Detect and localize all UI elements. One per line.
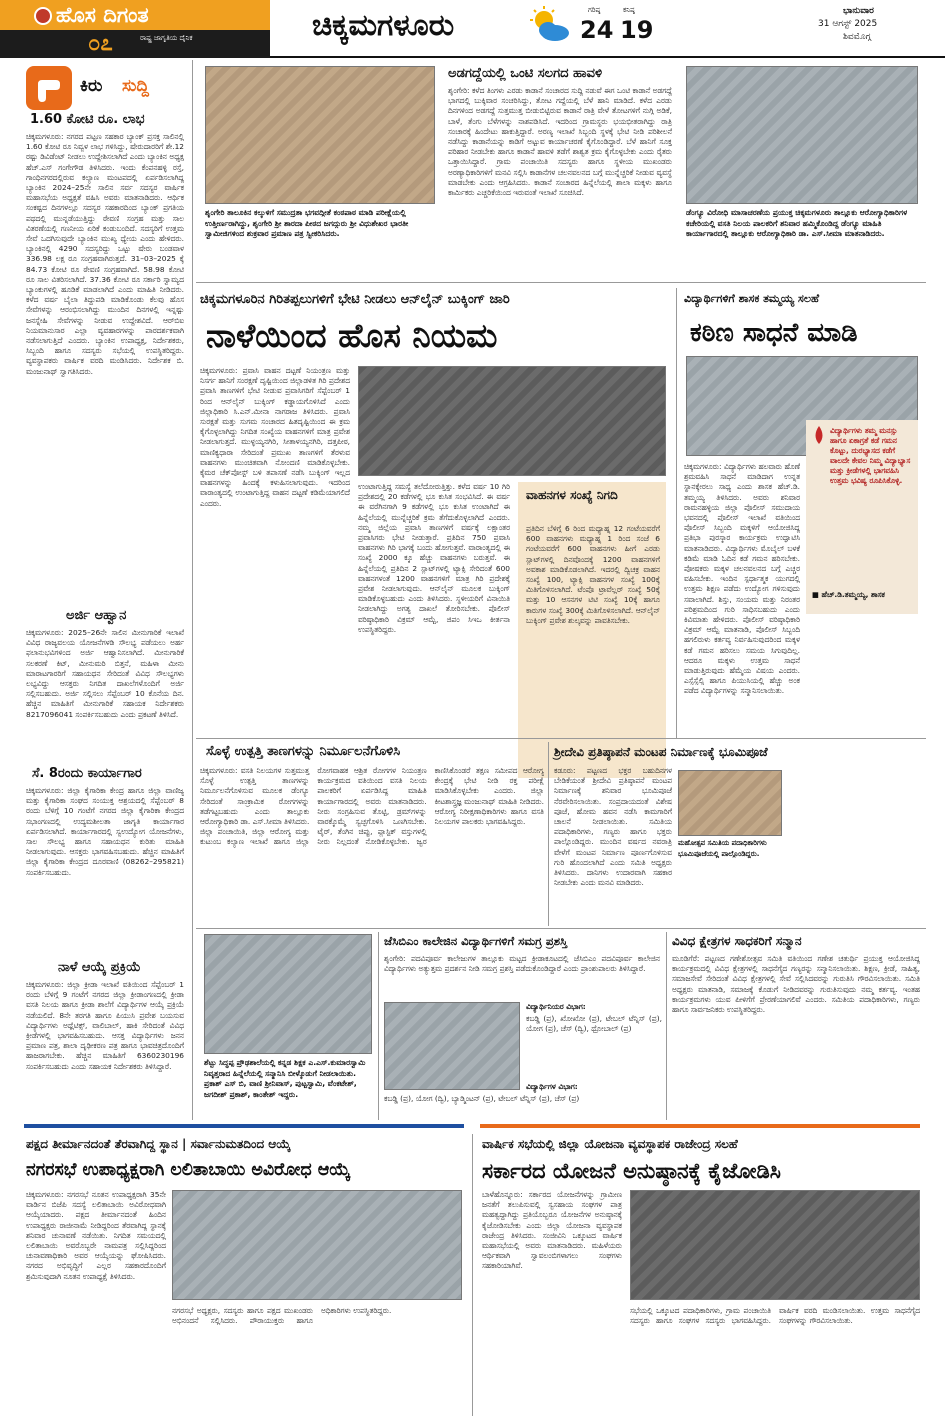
jcbm-team-photo: [384, 1002, 520, 1090]
teacher-retirement-caption: ಶೆಟ್ಟು ಸಿದ್ಧಪ್ಪ ಪ್ರೌಢಶಾಲೆಯಲ್ಲಿ ಕನ್ನಡ ಶಿಕ್ಷಕ ಎ.ಎಸ್.ಕುಮಾರಸ್ವಾಮಿ ನಿವೃತ್ತರಾದ ಹಿನ್ನೆಲೆಯಲ್ಲಿ ಸನ್ಮಾನಿಸಿ ಬೀಳ್ಕೊಡುಗೆ ನೀಡಲಾಯಿತು. ಪ್ರಕಾಶ್ ಎಸ್ ಬಿ, ವಾಣಿ ಶ್ರೀನಿವಾಸ್, ಪುಟ್ಟಸ್ವಾಮಿ, ವೆಂಕಟೇಶ್, ಜಗದೀಶ್ ಪ್ರಕಾಶ್, ಕಾಂತೇಶ್ ಇದ್ದರು.: [204, 1058, 366, 1099]
mla-headline: ಕಠಿಣ ಸಾಧನೆ ಮಾಡಿ: [690, 318, 858, 348]
council-body-2: ನಗರಸಭೆ ಅಧ್ಯಕ್ಷರು, ಸದಸ್ಯರು ಹಾಗೂ ಪಕ್ಷದ ಮುಖಂಡರು ಅಭಿನಂದನೆ ಸಲ್ಲಿಸಿದರು. ಪೌರಾಯುಕ್ತರು ಹಾಗೂ ಅಧಿಕಾರಿಗಳು ಉಪಸ್ಥಿತರಿದ್ದರು.: [172, 1306, 392, 1326]
sridevi-title: ಶ್ರೀದೇವಿ ಪ್ರತಿಷ್ಠಾಪನೆ ಮಂಟಪ ನಿರ್ಮಾಣಕ್ಕೆ ಭೂಮಿಪೂಜೆ: [554, 745, 768, 759]
brief-3-title: ಸೆ. 8ರಂದು ಕಾರ್ಯಾಗಾರ: [32, 766, 142, 781]
column-divider: [548, 742, 549, 926]
bottom-left-bar: [24, 1124, 464, 1128]
council-body: ಚಿಕ್ಕಮಗಳೂರು: ನಗರಸಭೆ ನೂತನ ಉಪಾಧ್ಯಕ್ಷರಾಗಿ 35ನೇ ವಾರ್ಡಿನ ಬಿಜೆಪಿ ಸದಸ್ಯೆ ಲಲಿತಾಬಾಯಿ ಅವಿರೋಧವಾಗಿ ಆಯ್ಕೆಯಾದರು. ಪಕ್ಷದ ತೀರ್ಮಾನದಂತೆ ಹಿಂದಿನ ಉಪಾಧ್ಯಕ್ಷರು ರಾಜೀನಾಮೆ ನೀಡಿದ್ದರಿಂದ ತೆರವಾಗಿದ್ದ ಸ್ಥಾನಕ್ಕೆ ಶನಿವಾರ ಚುನಾವಣೆ ನಡೆಯಿತು. ನಿಗದಿತ ಸಮಯದಲ್ಲಿ ಲಲಿತಾಬಾಯಿ ಅವರೊಬ್ಬರೇ ನಾಮಪತ್ರ ಸಲ್ಲಿಸಿದ್ದರಿಂದ ಚುನಾವಣಾಧಿಕಾರಿ ಅವರ ಆಯ್ಕೆಯನ್ನು ಘೋಷಿಸಿದರು. ನಗರದ ಅಭಿವೃದ್ಧಿಗೆ ಎಲ್ಲರ ಸಹಕಾರದೊಂದಿಗೆ ಶ್ರಮಿಸುವುದಾಗಿ ನೂತನ ಉಪಾಧ್ಯಕ್ಷೆ ತಿಳಿಸಿದರು.: [26, 1190, 166, 1281]
scheme-body: ಬಾಳೆಹೊನ್ನೂರು: ಸರ್ಕಾರದ ಯೋಜನೆಗಳನ್ನು ಗ್ರಾಮೀಣ ಜನತೆಗೆ ತಲುಪಿಸುವಲ್ಲಿ ಸ್ವಸಹಾಯ ಸಂಘಗಳ ಪಾತ್ರ ಮಹತ್ವದ್ದಾಗಿದ್ದು ಪ್ರತಿಯೊಬ್ಬರೂ ಯೋಜನೆಗಳ ಅನುಷ್ಠಾನಕ್ಕೆ ಕೈಜೋಡಿಸಬೇಕು ಎಂದು ಜಿಲ್ಲಾ ಯೋಜನಾ ವ್ಯವಸ್ಥಾಪಕ ರಾಜೇಂದ್ರ ತಿಳಿಸಿದರು. ಸಂಜೀವಿನಿ ಒಕ್ಕೂಟದ ವಾರ್ಷಿಕ ಮಹಾಸಭೆಯಲ್ಲಿ ಅವರು ಮಾತನಾಡಿದರು. ಮಹಿಳೆಯರು ಆರ್ಥಿಕವಾಗಿ ಸ್ವಾವಲಂಬಿಗಳಾಗಲು ಸಂಘಗಳು ಸಹಕಾರಿಯಾಗಿವೆ.: [482, 1190, 622, 1271]
council-photo: [172, 1190, 462, 1300]
bottom-right-bar: [480, 1124, 920, 1128]
page-number: ೦೭: [88, 31, 113, 56]
jcbm-list-a: ಕಬಡ್ಡಿ (ಪ್ರ), ಖೋಖೋ (ಪ್ರ), ಟೇಬಲ್ ಟೆನ್ನಿಸ್ (ಪ್ರ), ಯೋಗ (ಪ್ರ), ಚೆಸ್ (ದ್ವಿ), ಥ್ರೋಬಾಲ್ (ಪ್ರ): [526, 1014, 662, 1034]
brief-1-body: ಚಿಕ್ಕಮಗಳೂರು: ನಗರದ ಪಟ್ಟಣ ಸಹಕಾರ ಬ್ಯಾಂಕ್ ಪ್ರಸಕ್ತ ಸಾಲಿನಲ್ಲಿ 1.60 ಕೋಟಿ ರೂ ನಿವ್ವಳ ಲಾಭ ಗಳಿಸಿದ್ದು, ಷೇರುದಾರರಿಗೆ ಶೇ.12 ರಷ್ಟು ಡಿವಿಡೆಂಟ್ ನೀಡಲು ಉದ್ದೇಶಿಸಲಾಗಿದೆ ಎಂದು ಬ್ಯಾಂಕಿನ ಅಧ್ಯಕ್ಷ ಹೆಚ್.ಎಸ್ ಗಂಗೇಗೌಡ ತಿಳಿಸಿದರು. ಇಂದು ಕೆಂಪನಹಳ್ಳಿ ರಸ್ತೆ, ಗಾಂಧಿನಗರದಲ್ಲಿರುವ ಕಲ್ಯಾಣ ಮಂಟಪದಲ್ಲಿ ಏರ್ಪಡಿಸಲಾಗಿದ್ದ ಬ್ಯಾಂಕಿನ 2024–25ನೇ ಸಾಲಿನ ಸರ್ವ ಸದಸ್ಯರ ವಾರ್ಷಿಕ ಮಹಾಸಭೆಯ ಅಧ್ಯಕ್ಷತೆ ವಹಿಸಿ ಅವರು ಮಾತನಾಡಿದರು. ಆರ್ಥಿಕ ಸಂಕಷ್ಟದ ದಿನಗಳಲ್ಲೂ ಸದಸ್ಯರ ಸಹಕಾರದಿಂದ ಬ್ಯಾಂಕ್ ಪ್ರಗತಿಯ ಪಥದಲ್ಲಿ ಮುನ್ನಡೆಯುತ್ತಿದ್ದು ಠೇವಣಿ ಸಂಗ್ರಹ ಮತ್ತು ಸಾಲ ವಿತರಣೆಯಲ್ಲಿ ಗಣನೀಯ ಏರಿಕೆ ಕಂಡುಬಂದಿದೆ. ಸದಸ್ಯರಿಗೆ ಉತ್ತಮ ಸೇವೆ ಒದಗಿಸುವುದೇ ಬ್ಯಾಂಕಿನ ಮುಖ್ಯ ಧ್ಯೇಯ ಎಂದು ಹೇಳಿದರು. ಬ್ಯಾಂಕಿನಲ್ಲಿ 4290 ಸದಸ್ಯರಿದ್ದು ಒಟ್ಟು ಷೇರು ಬಂಡವಾಳ 336.98 ಲಕ್ಷ ರೂ ಸಂಗ್ರಹವಾಗಿರುತ್ತದೆ. 31–03–2025 ಕ್ಕೆ 84.73 ಕೋಟಿ ರೂ ಠೇವಣಿ ಸಂಗ್ರಹವಾಗಿದೆ. 58.98 ಕೋಟಿ ರೂ ಸಾಲ ವಿತರಿಸಲಾಗಿದೆ. 37.36 ಕೋಟಿ ರೂ ಸರ್ಕಾರಿ ಸ್ವಾಮ್ಯದ ಬ್ಯಾಂಕುಗಳಲ್ಲಿ ಹೂಡಿಕೆ ಮಾಡಲಾಗಿದೆ ಎಂದು ಮಾಹಿತಿ ನೀಡಿದರು. ಕಳೆದ ವರ್ಷ ಬೈಲಾ ತಿದ್ದುಪಡಿ ಮಾಡಿಕೊಂಡು ಕೆಲವು ಹೊಸ ಸೇವೆಗಳನ್ನು ಆರಂಭಿಸಲಾಗಿದ್ದು ಮುಂದಿನ ದಿನಗಳಲ್ಲಿ ಇನ್ನಷ್ಟು ಜನಸ್ನೇಹಿ ಸೇವೆಗಳನ್ನು ನೀಡುವ ಉದ್ದೇಶವಿದೆ. ಆರ್‌ಬಿಐ ನಿಯಮಾನುಸಾರ ಎಲ್ಲಾ ವ್ಯವಹಾರಗಳನ್ನು ಪಾರದರ್ಶಕವಾಗಿ ನಡೆಸಲಾಗುತ್ತಿದೆ ಎಂದರು. ಬ್ಯಾಂಕಿನ ಉಪಾಧ್ಯಕ್ಷ, ನಿರ್ದೇಶಕರು, ಸಿಬ್ಬಂದಿ ಹಾಗೂ ಸದಸ್ಯರು ಸಭೆಯಲ್ಲಿ ಉಪಸ್ಥಿತರಿದ್ದರು. ವ್ಯವಸ್ಥಾಪಕರು ವಾರ್ಷಿಕ ವರದಿ ಮಂಡಿಸಿದರು. ನಿರ್ದೇಶಕ ಬಿ. ಮಂಜುನಾಥ್ ಸ್ವಾಗತಿಸಿದರು.: [26, 132, 184, 376]
jcbm-list-b: ಕಬಡ್ಡಿ (ಪ್ರ), ಯೋಗ (ದ್ವಿ), ಬ್ಯಾಡ್ಮಿಂಟನ್ (ಪ್ರ), ಟೇಬಲ್ ಟೆನ್ನಿಸ್ (ಪ್ರ), ಚೆಸ್ (ಪ್ರ): [384, 1094, 580, 1103]
hand-pointer-icon: [26, 66, 72, 110]
partly-cloudy-icon: [528, 6, 572, 44]
mla-body: ಚಿಕ್ಕಮಗಳೂರು: ವಿದ್ಯಾರ್ಥಿಗಳು ಹಲವಾರು ಹೊಣೆ ಶ್ರಮವಹಿಸಿ ಸಾಧನೆ ಮಾಡಿದಾಗ ಉನ್ನತ ಸ್ಥಾನಕ್ಕೇರಲು ಸಾಧ್ಯ ಎಂದು ಶಾಸಕ ಹೆಚ್.ಡಿ. ತಮ್ಮಯ್ಯ ತಿಳಿಸಿದರು. ಅವರು ಶನಿವಾರ ರಾಮನಹಳ್ಳಿಯ ಜಿಲ್ಲಾ ಪೊಲೀಸ್ ಸಮುದಾಯ ಭವನದಲ್ಲಿ ಪೊಲೀಸ್ ಇಲಾಖೆ ವತಿಯಿಂದ ಪೊಲೀಸ್ ಸಿಬ್ಬಂದಿ ಮಕ್ಕಳಿಗೆ ಆಯೋಜಿಸಿದ್ದ ಪ್ರತಿಭಾ ಪುರಸ್ಕಾರ ಕಾರ್ಯಕ್ರಮ ಉದ್ಘಾಟಿಸಿ ಮಾತನಾಡಿದರು. ವಿದ್ಯಾರ್ಥಿಗಳು ಮೊಬೈಲ್ ಬಳಕೆ ಕಡಿಮೆ ಮಾಡಿ ಓದಿನ ಕಡೆ ಗಮನ ಹರಿಸಬೇಕು. ಪೋಷಕರು ಮಕ್ಕಳ ಚಲನವಲನದ ಬಗ್ಗೆ ಎಚ್ಚರ ವಹಿಸಬೇಕು. ಇಂದಿನ ಸ್ಪರ್ಧಾತ್ಮಕ ಯುಗದಲ್ಲಿ ಉತ್ತಮ ಶಿಕ್ಷಣ ಪಡೆದು ಉದ್ಯೋಗ ಗಳಿಸುವುದು ಸವಾಲಾಗಿದೆ. ಶಿಸ್ತು, ಸಂಯಮ ಮತ್ತು ನಿರಂತರ ಪರಿಶ್ರಮದಿಂದ ಗುರಿ ಸಾಧಿಸಬಹುದು ಎಂದು ಕಿವಿಮಾತು ಹೇಳಿದರು. ಪೊಲೀಸ್ ವರಿಷ್ಠಾಧಿಕಾರಿ ವಿಕ್ರಮ್ ಆಮ್ಟೆ ಮಾತನಾಡಿ, ಪೊಲೀಸ್ ಸಿಬ್ಬಂದಿ ಹಗಲಿರುಳು ಕರ್ತವ್ಯ ನಿರ್ವಹಿಸುವುದರಿಂದ ಮಕ್ಕಳ ಕಡೆ ಗಮನ ಹರಿಸಲು ಸಮಯ ಸಿಗುವುದಿಲ್ಲ. ಆದರೂ ಮಕ್ಕಳು ಉತ್ತಮ ಸಾಧನೆ ಮಾಡುತ್ತಿರುವುದು ಹೆಮ್ಮೆಯ ವಿಷಯ ಎಂದರು. ಎಸ್ಸೆಸ್ಸೆಲ್ಸಿ ಹಾಗೂ ಪಿಯುಸಿಯಲ್ಲಿ ಹೆಚ್ಚು ಅಂಕ ಪಡೆದ ವಿದ್ಯಾರ್ಥಿಗಳನ್ನು ಸನ್ಮಾನಿಸಲಾಯಿತು.: [684, 462, 800, 696]
sridevi-caption: ಮಹೋತ್ಸವ ಸಮಿತಿಯ ಪದಾಧಿಕಾರಿಗಳು ಭೂಮಿಪೂಜೆಯಲ್ಲಿ ಪಾಲ್ಗೊಂಡಿದ್ದರು.: [678, 839, 767, 858]
vehicle-limit-body: ಪ್ರತಿದಿನ ಬೆಳಿಗ್ಗೆ 6 ರಿಂದ ಮಧ್ಯಾಹ್ನ 12 ಗಂಟೆಯವರೆಗೆ 600 ವಾಹನಗಳು ಮಧ್ಯಾಹ್ನ 1 ರಿಂದ ಸಂಜೆ 6 ಗಂಟೆಯವರೆಗೆ 600 ವಾಹನಗಳು ಹೀಗೆ ಎರಡು ಸ್ಲಾಟ್‌ಗಳಲ್ಲಿ ದಿನವೊಂದಕ್ಕೆ 1200 ವಾಹನಗಳಿಗೆ ಅವಕಾಶ ಮಾಡಿಕೊಡಲಾಗಿದೆ. ಇದರಲ್ಲಿ ದ್ವಿಚಕ್ರ ವಾಹನ ಸಂಖ್ಯೆ 100, ಟ್ಯಾಕ್ಸಿ ವಾಹನಗಳ ಸಂಖ್ಯೆ 100ಕ್ಕೆ ಮಿತಿಗೊಳಿಸಲಾಗಿದೆ. ಟೆಂಪೊ ಟ್ರಾವೆಲ್ಲರ್ ಸಂಖ್ಯೆ 50ಕ್ಕೆ ಮತ್ತು 10 ಆಸನಗಳ ಟಿಟಿ ಸಂಖ್ಯೆ 10ಕ್ಕೆ ಹಾಗೂ ಕಾರುಗಳ ಸಂಖ್ಯೆ 300ಕ್ಕೆ ಮಿತಿಗೊಳಿಸಲಾಗಿದೆ. ಆನ್‌ಲೈನ್ ಬುಕ್ಕಿಂಗ್ ಪ್ರವೇಶ ಶುಲ್ಕವನ್ನು ಪಾವತಿಸಬೇಕು.: [526, 524, 660, 625]
brief-4-body: ಚಿಕ್ಕಮಗಳೂರು: ಜಿಲ್ಲಾ ಕ್ರೀಡಾ ಇಲಾಖೆ ವತಿಯಿಂದ ಸೆಪ್ಟೆಂಬರ್ 1 ರಂದು ಬೆಳಿಗ್ಗೆ 9 ಗಂಟೆಗೆ ನಗರದ ಜಿಲ್ಲಾ ಕ್ರೀಡಾಂಗಣದಲ್ಲಿ ಕ್ರೀಡಾ ವಸತಿ ನಿಲಯ ಹಾಗೂ ಕ್ರೀಡಾ ಶಾಲೆಗೆ ವಿದ್ಯಾರ್ಥಿಗಳ ಆಯ್ಕೆ ಪ್ರಕ್ರಿಯೆ ನಡೆಯಲಿದೆ. 8ನೇ ತರಗತಿ ಹಾಗೂ ಪಿಯುಸಿ ಪ್ರವೇಶ ಬಯಸುವ ವಿದ್ಯಾರ್ಥಿಗಳು ಅಥ್ಲೆಟಿಕ್ಸ್, ವಾಲಿಬಾಲ್, ಹಾಕಿ ಸೇರಿದಂತೆ ವಿವಿಧ ಕ್ರೀಡೆಗಳಲ್ಲಿ ಭಾಗವಹಿಸಬಹುದು. ಆಸಕ್ತ ವಿದ್ಯಾರ್ಥಿಗಳು ಜನನ ಪ್ರಮಾಣ ಪತ್ರ, ಶಾಲಾ ದೃಢೀಕರಣ ಪತ್ರ ಹಾಗೂ ಭಾವಚಿತ್ರದೊಂದಿಗೆ ಹಾಜರಾಗಬೇಕು. ಹೆಚ್ಚಿನ ಮಾಹಿತಿಗೆ 6360230196 ಸಂಪರ್ಕಿಸಬಹುದು ಎಂದು ಸಹಾಯಕ ನಿರ್ದೇಶಕರು ತಿಳಿಸಿದ್ದಾರೆ.: [26, 980, 184, 1071]
jcbm-body: ಶೃಂಗೇರಿ: ಪದವಿಪೂರ್ವ ಕಾಲೇಜುಗಳ ತಾಲ್ಲೂಕು ಮಟ್ಟದ ಕ್ರೀಡಾಕೂಟದಲ್ಲಿ ಜೆಸಿಬಿಎಂ ಪದವಿಪೂರ್ವ ಕಾಲೇಜಿನ ವಿದ್ಯಾರ್ಥಿಗಳು ಅತ್ಯುತ್ತಮ ಪ್ರದರ್ಶನ ನೀಡಿ ಸಮಗ್ರ ಪ್ರಶಸ್ತಿ ಪಡೆದುಕೊಂಡಿದ್ದಾರೆ ಎಂದು ಪ್ರಾಂಶುಪಾಲರು ತಿಳಿಸಿದ್ದಾರೆ.: [384, 954, 660, 974]
masthead-rule: [270, 56, 945, 58]
vehicle-limit-title: ವಾಹನಗಳ ಸಂಖ್ಯೆ ನಿಗದಿ: [526, 488, 618, 502]
bhoomipooja-photo: [678, 770, 782, 836]
elephant-story-photo: [420, 84, 440, 86]
column-divider: [192, 60, 193, 1120]
mla-quote-text: ವಿದ್ಯಾರ್ಥಿಗಳು ತಮ್ಮ ಮನಸ್ಸು ಹಾಗೂ ಏಕಾಗ್ರತೆ ಕಡೆ ಗಮನ ಕೊಟ್ಟು, ದುರಭ್ಯಾಸದ ಕಡೆಗೆ ವಾಲದೇ ಕೇವಲ ನಿಮ್ಮ ವಿದ್ಯಾಭ್ಯಾಸ ಮತ್ತು ಕ್ರೀಡೆಗಳಲ್ಲಿ ಭಾಗವಹಿಸಿ ಉತ್ತಮ ಭವಿಷ್ಯ ರೂಪಿಸಿಕೊಳ್ಳಿ.: [830, 426, 911, 485]
mla-quote-author: ■ ಹೆಚ್.ಡಿ.ತಮ್ಮಯ್ಯ, ಶಾಸಕ: [812, 590, 885, 599]
mosquito-title: ಸೊಳ್ಳೆ ಉತ್ಪತ್ತಿ ತಾಣಗಳನ್ನು ನಿರ್ಮೂಲನೆಗೊಳಿಸಿ: [206, 744, 401, 759]
max-temp: 24: [580, 16, 614, 44]
day-name: ಭಾನುವಾರ: [843, 6, 874, 16]
sridevi-body-extra: [788, 766, 920, 922]
mla-kicker: ವಿದ್ಯಾರ್ಥಿಗಳಿಗೆ ಶಾಸಕ ತಮ್ಮಯ್ಯ ಸಲಹೆ: [684, 292, 820, 305]
brief-1-title: 1.60 ಕೋಟಿ ರೂ. ಲಾಭ: [30, 112, 145, 127]
column-divider: [676, 288, 677, 738]
scheme-photo: [630, 1190, 920, 1300]
section-divider: [196, 738, 926, 739]
section-divider: [196, 282, 926, 283]
honour-body: ಮೂಡಿಗೆರೆ: ಪಟ್ಟಣದ ಗಣೇಶೋತ್ಸವ ಸಮಿತಿ ವತಿಯಿಂದ ಗಣೇಶ ಚತುರ್ಥಿ ಪ್ರಯುಕ್ತ ಆಯೋಜಿಸಿದ್ದ ಕಾರ್ಯಕ್ರಮದಲ್ಲಿ ವಿವಿಧ ಕ್ಷೇತ್ರಗಳಲ್ಲಿ ಸಾಧನೆಗೈದ ಗಣ್ಯರನ್ನು ಸನ್ಮಾನಿಸಲಾಯಿತು. ಶಿಕ್ಷಣ, ಕ್ರೀಡೆ, ಸಾಹಿತ್ಯ, ಸಮಾಜಸೇವೆ ಸೇರಿದಂತೆ ವಿವಿಧ ಕ್ಷೇತ್ರಗಳಲ್ಲಿ ಸೇವೆ ಸಲ್ಲಿಸಿದವರನ್ನು ಗುರುತಿಸಿ ಗೌರವಿಸಲಾಯಿತು. ಸಮಿತಿ ಅಧ್ಯಕ್ಷರು ಮಾತನಾಡಿ, ಸಮಾಜಕ್ಕೆ ಕೊಡುಗೆ ನೀಡಿದವರನ್ನು ಗುರುತಿಸುವುದು ನಮ್ಮ ಕರ್ತವ್ಯ. ಇಂತಹ ಕಾರ್ಯಕ್ರಮಗಳು ಯುವ ಪೀಳಿಗೆಗೆ ಪ್ರೇರಣೆಯಾಗಲಿವೆ ಎಂದರು. ಸಮಿತಿಯ ಪದಾಧಿಕಾರಿಗಳು, ಗಣ್ಯರು ಹಾಗೂ ಸಾರ್ವಜನಿಕರು ಉಪಸ್ಥಿತರಿದ್ದರು.: [672, 954, 920, 1015]
column-divider: [472, 1134, 473, 1416]
scheme-body-2: ಸಭೆಯಲ್ಲಿ ಒಕ್ಕೂಟದ ಪದಾಧಿಕಾರಿಗಳು, ಗ್ರಾಮ ಪಂಚಾಯಿತಿ ಸದಸ್ಯರು ಹಾಗೂ ಸಂಘಗಳ ಸದಸ್ಯರು ಭಾಗವಹಿಸಿದ್ದರು. ವಾರ್ಷಿಕ ವರದಿ ಮಂಡಿಸಲಾಯಿತು. ಉತ್ತಮ ಸಾಧನೆಗೈದ ಸಂಘಗಳನ್ನು ಗೌರವಿಸಲಾಯಿತು.: [630, 1306, 920, 1326]
kiru-suddi-column: [0, 60, 188, 1120]
column-divider: [666, 932, 667, 1120]
lead-body-a: ಚಿಕ್ಕಮಗಳೂರು: ಪ್ರವಾಸಿ ವಾಹನ ದಟ್ಟಣೆ ನಿಯಂತ್ರಣ ಮತ್ತು ನಿಸರ್ಗ ಹಾನಿಗೆ ಸಂರಕ್ಷಣೆ ದೃಷ್ಟಿಯಿಂದ ಜಿಲ್ಲಾಡಳಿತ ಗಿರಿ ಪ್ರದೇಶದ ಪ್ರವಾಸಿ ತಾಣಗಳಿಗೆ ಭೇಟಿ ನೀಡುವ ಪ್ರವಾಸಿಗರಿಗೆ ಸೆಪ್ಟೆಂಬರ್ 1 ರಿಂದ ಆನ್‌ಲೈನ್ ಬುಕ್ಕಿಂಗ್ ಕಡ್ಡಾಯಗೊಳಿಸಿದೆ ಎಂದು ಜಿಲ್ಲಾಧಿಕಾರಿ ಸಿ.ಎನ್.ಮೀನಾ ನಾಗರಾಜ ತಿಳಿಸಿದರು. ಪ್ರವಾಸಿ ಸುರಕ್ಷತೆ ಮತ್ತು ಸುಗಮ ಸಂಚಾರದ ಹಿತದೃಷ್ಟಿಯಿಂದ ಈ ಕ್ರಮ ಕೈಗೊಳ್ಳಲಾಗಿದ್ದು ನಿಗದಿತ ಸಂಖ್ಯೆಯ ವಾಹನಗಳಿಗೆ ಮಾತ್ರ ಪ್ರವೇಶ ನೀಡಲಾಗುತ್ತದೆ. ಮುಳ್ಳಯ್ಯನಗಿರಿ, ಸೀತಾಳಯ್ಯನಗಿರಿ, ದತ್ತಪೀಠ, ಮಾಣಿಕ್ಯಧಾರಾ ಸೇರಿದಂತೆ ಪ್ರಮುಖ ತಾಣಗಳಿಗೆ ತೆರಳುವ ವಾಹನಗಳು ಮುಂಚಿತವಾಗಿ ನೋಂದಣಿ ಮಾಡಿಕೊಳ್ಳಬೇಕು. ಕೈಮರ ಚೆಕ್‌ಪೋಸ್ಟ್ ಬಳಿ ತಪಾಸಣೆ ನಡೆಸಿ ಬುಕ್ಕಿಂಗ್ ಇಲ್ಲದ ವಾಹನಗಳನ್ನು ಹಿಂದಕ್ಕೆ ಕಳುಹಿಸಲಾಗುವುದು. ಇದರಿಂದ ವಾರಾಂತ್ಯದಲ್ಲಿ ಉಂಟಾಗುತ್ತಿದ್ದ ವಾಹನ ದಟ್ಟಣೆ ಕಡಿಮೆಯಾಗಲಿದೆ ಎಂದರು.: [200, 366, 350, 508]
column-divider: [378, 932, 379, 1120]
teacher-retirement-photo: [204, 934, 372, 1054]
blood-drop-icon: [812, 426, 826, 444]
lead-kicker: ಚಿಕ್ಕಮಗಳೂರಿನ ಗಿರಿತಪ್ಪಲುಗಳಿಗೆ ಭೇಟಿ ನೀಡಲು ಆನ್‌ಲೈನ್ ಬುಕ್ಕಿಂಗ್ ಜಾರಿ: [200, 292, 510, 307]
gita-photo-caption: ಶೃಂಗೇರಿ ತಾಲೂಕಿನ ಕಲ್ಕುಳಿಗೆ ಸಮುದ್ರತಾ ಭಗವದ್ಗೀತೆ ಕಂಠಪಾಠ ಮಾಡಿ ಪರೀಕ್ಷೆಯಲ್ಲಿ ಉತ್ತೀರ್ಣರಾಗಿದ್ದು, ಶೃಂಗೇರಿ ಶ್ರೀ ಶಾರದಾ ಪೀಠದ ಜಗದ್ಗುರು ಶ್ರೀ ವಿಧುಶೇಖರ ಭಾರತೀ ಸ್ವಾಮೀಜಿಗಳಿಂದ ಶುಕ್ರವಾರ ಪ್ರಮಾಣ ಪತ್ರ ಸ್ವೀಕರಿಸಿದರು.: [205, 208, 409, 238]
brief-2-body: ಚಿಕ್ಕಮಗಳೂರು: 2025–26ನೇ ಸಾಲಿನ ಮೀನುಗಾರಿಕೆ ಇಲಾಖೆ ವಿವಿಧ ರಾಜ್ಯವಲಯ ಯೋಜನೆಗಳಡಿ ಸೌಲಭ್ಯ ಪಡೆಯಲು ಅರ್ಹ ಫಲಾನುಭವಿಗಳಿಂದ ಅರ್ಜಿ ಆಹ್ವಾನಿಸಲಾಗಿದೆ. ಮೀನುಗಾರಿಕೆ ಸಲಕರಣೆ ಕಿಟ್, ಮೀನುಮರಿ ಬಿತ್ತನೆ, ಮಹಿಳಾ ಮೀನು ಮಾರಾಟಗಾರರಿಗೆ ಸಹಾಯಧನ ಸೇರಿದಂತೆ ವಿವಿಧ ಸೌಲಭ್ಯಗಳು ಲಭ್ಯವಿದ್ದು ಆಸಕ್ತರು ನಿಗದಿತ ದಾಖಲೆಗಳೊಂದಿಗೆ ಅರ್ಜಿ ಸಲ್ಲಿಸಬಹುದು. ಅರ್ಜಿ ಸಲ್ಲಿಸಲು ಸೆಪ್ಟೆಂಬರ್ 10 ಕೊನೆಯ ದಿನ. ಹೆಚ್ಚಿನ ಮಾಹಿತಿಗೆ ಮೀನುಗಾರಿಕೆ ಸಹಾಯಕ ನಿರ್ದೇಶಕರು 8217096041 ಸಂಪರ್ಕಿಸಬಹುದು ಎಂದು ಪ್ರಕಟಣೆ ತಿಳಿಸಿದೆ.: [26, 628, 184, 719]
min-temp: 19: [620, 16, 654, 44]
dengue-caption: ಡೆಂಗ್ಯೂ ವಿರೋಧಿ ಮಾಸಾಚರಣೆಯ ಪ್ರಯುಕ್ತ ಚಿಕ್ಕಮಗಳೂರು ತಾಲ್ಲೂಕು ಆರೋಗ್ಯಾಧಿಕಾರಿಗಳ ಕಚೇರಿಯಲ್ಲಿ ವಸತಿ ನಿಲಯ ಪಾಲಕರಿಗೆ ಶನಿವಾರ ಹಮ್ಮಿಕೊಂಡಿದ್ದ ಡೆಂಗ್ಯೂ ಮಾಹಿತಿ ಕಾರ್ಯಾಗಾರದಲ್ಲಿ ತಾಲ್ಲೂಕು ಆರೋಗ್ಯಾಧಿಕಾರಿ ಡಾ. ಎಸ್.ಸೀಮಾ ಮಾತನಾಡಿದರು.: [686, 208, 908, 238]
min-temp-label: ಕನಿಷ್ಠ: [623, 6, 635, 14]
lead-headline: ನಾಳೆಯಿಂದ ಹೊಸ ನಿಯಮ: [206, 316, 498, 355]
kiru-logo-a: ಕಿರು: [80, 76, 103, 96]
kiru-logo-b: ಸುದ್ದಿ: [122, 76, 149, 96]
logo-tagline: ರಾಷ್ಟ್ರ ಜಾಗೃತಿಯ ದೈನಿಕ: [140, 34, 193, 42]
jcbm-list-b-title: ವಿದ್ಯಾರ್ಥಿಗಳ ವಿಭಾಗ:: [526, 1082, 578, 1091]
mosquito-body: ಚಿಕ್ಕಮಗಳೂರು: ವಸತಿ ನಿಲಯಗಳ ಸುತ್ತಮುತ್ತ ಸೊಳ್ಳೆ ಉತ್ಪತ್ತಿ ತಾಣಗಳನ್ನು ನಿರ್ಮೂಲನೆಗೊಳಿಸುವ ಮೂಲಕ ಡೆಂಗ್ಯೂ ಸೇರಿದಂತೆ ಸಾಂಕ್ರಾಮಿಕ ರೋಗಗಳನ್ನು ತಡೆಗಟ್ಟಬಹುದು ಎಂದು ತಾಲ್ಲೂಕು ಆರೋಗ್ಯಾಧಿಕಾರಿ ಡಾ. ಎಸ್.ಸೀಮಾ ತಿಳಿಸಿದರು. ಜಿಲ್ಲಾ ಪಂಚಾಯಿತಿ, ಜಿಲ್ಲಾ ಆರೋಗ್ಯ ಮತ್ತು ಕುಟುಂಬ ಕಲ್ಯಾಣ ಇಲಾಖೆ ಹಾಗೂ ಜಿಲ್ಲಾ ರೋಗವಾಹಕ ಆಶ್ರಿತ ರೋಗಗಳ ನಿಯಂತ್ರಣ ಕಾರ್ಯಕ್ರಮದ ವತಿಯಿಂದ ವಸತಿ ನಿಲಯ ಪಾಲಕರಿಗೆ ಏರ್ಪಡಿಸಿದ್ದ ಮಾಹಿತಿ ಕಾರ್ಯಾಗಾರದಲ್ಲಿ ಅವರು ಮಾತನಾಡಿದರು. ನೀರು ಸಂಗ್ರಹಿಸುವ ತೊಟ್ಟಿ, ಡ್ರಮ್‌ಗಳನ್ನು ವಾರಕ್ಕೊಮ್ಮೆ ಸ್ವಚ್ಛಗೊಳಿಸಿ ಒಣಗಿಸಬೇಕು. ಟೈರ್, ತೆಂಗಿನ ಚಿಪ್ಪು, ಪ್ಲಾಸ್ಟಿಕ್ ವಸ್ತುಗಳಲ್ಲಿ ನೀರು ನಿಲ್ಲದಂತೆ ನೋಡಿಕೊಳ್ಳಬೇಕು. ಜ್ವರ ಕಾಣಿಸಿಕೊಂಡರೆ ತಕ್ಷಣ ಸಮೀಪದ ಆರೋಗ್ಯ ಕೇಂದ್ರಕ್ಕೆ ಭೇಟಿ ನೀಡಿ ರಕ್ತ ಪರೀಕ್ಷೆ ಮಾಡಿಸಿಕೊಳ್ಳಬೇಕು ಎಂದರು. ಜಿಲ್ಲಾ ಕೀಟಶಾಸ್ತ್ರಜ್ಞ ಮಂಜುನಾಥ್ ಮಾಹಿತಿ ನೀಡಿದರು. ಆರೋಗ್ಯ ನಿರೀಕ್ಷಣಾಧಿಕಾರಿಗಳು ಹಾಗೂ ವಸತಿ ನಿಲಯಗಳ ಪಾಲಕರು ಭಾಗವಹಿಸಿದ್ದರು.: [200, 766, 544, 847]
issue-date: 31 ಆಗಸ್ಟ್ 2025: [818, 19, 878, 29]
brief-4-title: ನಾಳೆ ಆಯ್ಕೆ ಪ್ರಕ್ರಿಯೆ: [58, 960, 141, 975]
hill-aerial-photo: [358, 366, 666, 476]
brief-3-body: ಚಿಕ್ಕಮಗಳೂರು: ಜಿಲ್ಲಾ ಕೈಗಾರಿಕಾ ಕೇಂದ್ರ ಹಾಗೂ ಜಿಲ್ಲಾ ವಾಣಿಜ್ಯ ಮತ್ತು ಕೈಗಾರಿಕಾ ಸಂಘದ ಸಂಯುಕ್ತ ಆಶ್ರಯದಲ್ಲಿ ಸೆಪ್ಟೆಂಬರ್ 8 ರಂದು ಬೆಳಿಗ್ಗೆ 10 ಗಂಟೆಗೆ ನಗರದ ಜಿಲ್ಲಾ ಕೈಗಾರಿಕಾ ಕೇಂದ್ರದ ಸಭಾಂಗಣದಲ್ಲಿ ಉದ್ಯಮಶೀಲತಾ ಜಾಗೃತಿ ಕಾರ್ಯಾಗಾರ ಏರ್ಪಡಿಸಲಾಗಿದೆ. ಕಾರ್ಯಾಗಾರದಲ್ಲಿ ಸ್ವಉದ್ಯೋಗ ಯೋಜನೆಗಳು, ಸಾಲ ಸೌಲಭ್ಯ ಹಾಗೂ ಸಹಾಯಧನ ಕುರಿತು ಮಾಹಿತಿ ನೀಡಲಾಗುವುದು. ಆಸಕ್ತರು ಭಾಗವಹಿಸಬಹುದು. ಹೆಚ್ಚಿನ ಮಾಹಿತಿಗೆ ಜಿಲ್ಲಾ ಕೈಗಾರಿಕಾ ಕೇಂದ್ರದ ದೂರವಾಣಿ (08262–295821) ಸಂಪರ್ಕಿಸಬಹುದು.: [26, 786, 184, 877]
council-kicker: ಪಕ್ಷದ ತೀರ್ಮಾನದಂತೆ ತೆರವಾಗಿದ್ದ ಸ್ಥಾನ | ಸರ್ವಾನುಮತದಿಂದ ಆಯ್ಕೆ: [26, 1137, 291, 1151]
council-headline: ನಗರಸಭೆ ಉಪಾಧ್ಯಕ್ಷರಾಗಿ ಲಲಿತಾಬಾಯಿ ಅವಿರೋಧ ಆಯ್ಕೆ: [26, 1160, 351, 1180]
elephant-story-body: ಶೃಂಗೇರಿ: ಕಳೆದ ತಿಂಗಳು ಎರಡು ಕಾಡಾನೆ ಸಂಚಾರದ ಸುದ್ದಿ ನಡುವೆ ಈಗ ಒಂಟಿ ಕಾಡಾನೆ ಅಡಗದ್ದೆ ಭಾಗದಲ್ಲಿ ಬುಕ್ಕಿವಾರ ಸಂಚರಿಸಿದ್ದು, ತೋಟ ಗದ್ದೆಯಲ್ಲಿ ಬೆಳೆ ಹಾನಿ ಮಾಡಿದೆ. ಕಳೆದ ಎರಡು ದಿನಗಳಿಂದ ಅಡಗದ್ದೆ ಸುತ್ತಮುತ್ತ ಬೀಡುಬಿಟ್ಟಿರುವ ಕಾಡಾನೆ ರಾತ್ರಿ ವೇಳೆ ತೋಟಗಳಿಗೆ ನುಗ್ಗಿ ಅಡಿಕೆ, ಬಾಳೆ, ತೆಂಗು ಬೆಳೆಗಳನ್ನು ನಾಶಪಡಿಸಿದೆ. ಇದರಿಂದ ಗ್ರಾಮಸ್ಥರು ಭಯಭೀತರಾಗಿದ್ದು ರಾತ್ರಿ ಸಂಚಾರಕ್ಕೆ ಹಿಂದೇಟು ಹಾಕುತ್ತಿದ್ದಾರೆ. ಅರಣ್ಯ ಇಲಾಖೆ ಸಿಬ್ಬಂದಿ ಸ್ಥಳಕ್ಕೆ ಭೇಟಿ ನೀಡಿ ಪರಿಶೀಲನೆ ನಡೆಸಿದ್ದು ಕಾಡಾನೆಯನ್ನು ಕಾಡಿಗೆ ಅಟ್ಟುವ ಕಾರ್ಯಾಚರಣೆ ಕೈಗೊಂಡಿದ್ದಾರೆ. ಬೆಳೆ ಹಾನಿಗೆ ಸೂಕ್ತ ಪರಿಹಾರ ನೀಡಬೇಕು ಹಾಗೂ ಕಾಡಾನೆ ಹಾವಳಿ ತಡೆಗೆ ಶಾಶ್ವತ ಕ್ರಮ ಕೈಗೊಳ್ಳಬೇಕು ಎಂದು ರೈತರು ಒತ್ತಾಯಿಸಿದ್ದಾರೆ. ಗ್ರಾಮ ಪಂಚಾಯಿತಿ ಸದಸ್ಯರು ಹಾಗೂ ಸ್ಥಳೀಯ ಮುಖಂಡರು ಅರಣ್ಯಾಧಿಕಾರಿಗಳಿಗೆ ಮನವಿ ಸಲ್ಲಿಸಿ ಕಾಡಾನೆಗಳ ಚಲನವಲನದ ಬಗ್ಗೆ ಮುನ್ನೆಚ್ಚರಿಕೆ ನೀಡುವ ವ್ಯವಸ್ಥೆ ಮಾಡಬೇಕು ಎಂದು ಆಗ್ರಹಿಸಿದರು. ಕಾಡಾನೆ ಸಂಚಾರದ ಹಿನ್ನೆಲೆಯಲ್ಲಿ ಶಾಲಾ ಮಕ್ಕಳು ಹಾಗೂ ಕಾರ್ಮಿಕರು ಎಚ್ಚರಿಕೆಯಿಂದ ಇರುವಂತೆ ಇಲಾಖೆ ಸೂಚಿಸಿದೆ.: [448, 86, 672, 198]
city-name: ಚಿಕ್ಕಮಗಳೂರು: [312, 8, 455, 43]
lead-body-b: ಉಂಟಾಗುತ್ತಿದ್ದ ಸಮಸ್ಯೆ ತಲೆದೋರುತ್ತಿತ್ತು. ಕಳೆದ ವರ್ಷ 10 ಗಿರಿ ಪ್ರದೇಶದಲ್ಲಿ 20 ಕಡೆಗಳಲ್ಲಿ ಭೂ ಕುಸಿತ ಸಂಭವಿಸಿದೆ. ಈ ವರ್ಷ ಈ ವರೆಗಿನಗಾಗಿ 9 ಕಡೆಗಳಲ್ಲಿ ಭೂ ಕುಸಿತ ಉಂಟಾಗಿದೆ ಈ ಹಿನ್ನೆಲೆಯಲ್ಲಿ ಮುನ್ನೆಚ್ಚರಿಕೆ ಕ್ರಮ ತೆಗೆದುಕೊಳ್ಳಲಾಗಿದೆ ಎಂದರು. ನಮ್ಮ ಜಿಲ್ಲೆಯ ಪ್ರವಾಸಿ ತಾಣಗಳಿಗೆ ವರ್ಷಕ್ಕೆ ಲಕ್ಷಾಂತರ ಪ್ರವಾಸಿಗರು ಭೇಟಿ ನೀಡುತ್ತಾರೆ. ಪ್ರತಿದಿನ 750 ಪ್ರವಾಸಿ ವಾಹನಗಳು ಗಿರಿ ಭಾಗಕ್ಕೆ ಬಂದು ಹೋಗುತ್ತವೆ. ವಾರಾಂತ್ಯದಲ್ಲಿ ಈ ಸಂಖ್ಯೆ 2000 ಕ್ಕೂ ಹೆಚ್ಚು ವಾಹನಗಳು ಬರುತ್ತವೆ. ಈ ಹಿನ್ನೆಲೆಯಲ್ಲಿ ಪ್ರತಿದಿನ 2 ಸ್ಲಾಟ್‌ಗಳಲ್ಲಿ ಟ್ಯಾಕ್ಸಿ ಸೇರಿದಂತೆ 600 ವಾಹನಗಳಂತೆ 1200 ವಾಹನಗಳಿಗೆ ಮಾತ್ರ ಗಿರಿ ಪ್ರದೇಶಕ್ಕೆ ಪ್ರವೇಶ ನೀಡಲಾಗುವುದು. ಆನ್‌ಲೈನ್ ಮೂಲಕ ಬುಕ್ಕಿಂಗ್ ಮಾಡಿಕೊಳ್ಳಬಹುದು ಎಂದು ತಿಳಿಸಿದರು. ಸ್ಥಳೀಯರಿಗೆ ವಿನಾಯಿತಿ ನೀಡಲಾಗಿದ್ದು ಅಗತ್ಯ ದಾಖಲೆ ತೋರಿಸಬೇಕು. ಪೊಲೀಸ್ ವರಿಷ್ಠಾಧಿಕಾರಿ ವಿಕ್ರಮ್ ಆಮ್ಟೆ, ಜಿಪಂ ಸಿಇಒ ಕೀರ್ತನಾ ಉಪಸ್ಥಿತರಿದ್ದರು.: [358, 482, 510, 634]
jcbm-list-a-title: ವಿದ್ಯಾರ್ಥಿನಿಯರ ವಿಭಾಗ:: [526, 1002, 586, 1011]
edition-name: ಶಿವಮೊಗ್ಗ: [843, 32, 871, 42]
brief-2-title: ಅರ್ಜಿ ಆಹ್ವಾನ: [66, 608, 127, 623]
logo-text: ಹೊಸ ದಿಗಂತ: [56, 3, 149, 27]
max-temp-label: ಗರಿಷ್ಠ: [588, 6, 601, 14]
logo-dark-strip: [0, 30, 270, 58]
gita-photo: [205, 66, 435, 204]
sridevi-body: ಕಡೂರು: ಪಟ್ಟಣದ ಭಕ್ತರ ಬಹುದಿನಗಳ ಬೇಡಿಕೆಯಂತೆ ಶ್ರೀದೇವಿ ಪ್ರತಿಷ್ಠಾಪನೆ ಮಂಟಪ ನಿರ್ಮಾಣಕ್ಕೆ ಶನಿವಾರ ಭೂಮಿಪೂಜೆ ನೆರವೇರಿಸಲಾಯಿತು. ಸಂಪ್ರದಾಯದಂತೆ ವಿಶೇಷ ಪೂಜೆ, ಹೋಮ ಹವನ ನಡೆಸಿ ಕಾಮಗಾರಿಗೆ ಚಾಲನೆ ನೀಡಲಾಯಿತು. ಸಮಿತಿಯ ಪದಾಧಿಕಾರಿಗಳು, ಗಣ್ಯರು ಹಾಗೂ ಭಕ್ತರು ಪಾಲ್ಗೊಂಡಿದ್ದರು. ಮುಂದಿನ ವರ್ಷದ ನವರಾತ್ರಿ ವೇಳೆಗೆ ಮಂಟಪ ನಿರ್ಮಾಣ ಪೂರ್ಣಗೊಳಿಸುವ ಗುರಿ ಹೊಂದಲಾಗಿದೆ ಎಂದು ಸಮಿತಿ ಅಧ್ಯಕ್ಷರು ತಿಳಿಸಿದರು. ದಾನಿಗಳು ಉದಾರವಾಗಿ ಸಹಕಾರ ನೀಡಬೇಕು ಎಂದು ಮನವಿ ಮಾಡಿದರು.: [554, 766, 672, 888]
logo-emblem-icon: [34, 7, 52, 25]
scheme-kicker: ವಾರ್ಷಿಕ ಸಭೆಯಲ್ಲಿ ಜಿಲ್ಲಾ ಯೋಜನಾ ವ್ಯವಸ್ಥಾಪಕ ರಾಜೇಂದ್ರ ಸಲಹೆ: [482, 1137, 738, 1151]
honour-title: ವಿವಿಧ ಕ್ಷೇತ್ರಗಳ ಸಾಧಕರಿಗೆ ಸನ್ಮಾನ: [672, 934, 802, 948]
dengue-photo: [686, 66, 918, 204]
masthead: [0, 0, 945, 58]
section-divider: [196, 928, 926, 929]
elephant-story-title: ಅಡಗದ್ದೆಯಲ್ಲಿ ಒಂಟಿ ಸಲಗದ ಹಾವಳಿ: [448, 66, 603, 81]
scheme-headline: ಸರ್ಕಾರದ ಯೋಜನೆ ಅನುಷ್ಠಾನಕ್ಕೆ ಕೈಜೋಡಿಸಿ: [482, 1159, 781, 1183]
jcbm-title: ಜೆಸಿಬಿಎಂ ಕಾಲೇಜಿನ ವಿದ್ಯಾರ್ಥಿಗಳಿಗೆ ಸಮಗ್ರ ಪ್ರಶಸ್ತಿ: [384, 934, 568, 948]
